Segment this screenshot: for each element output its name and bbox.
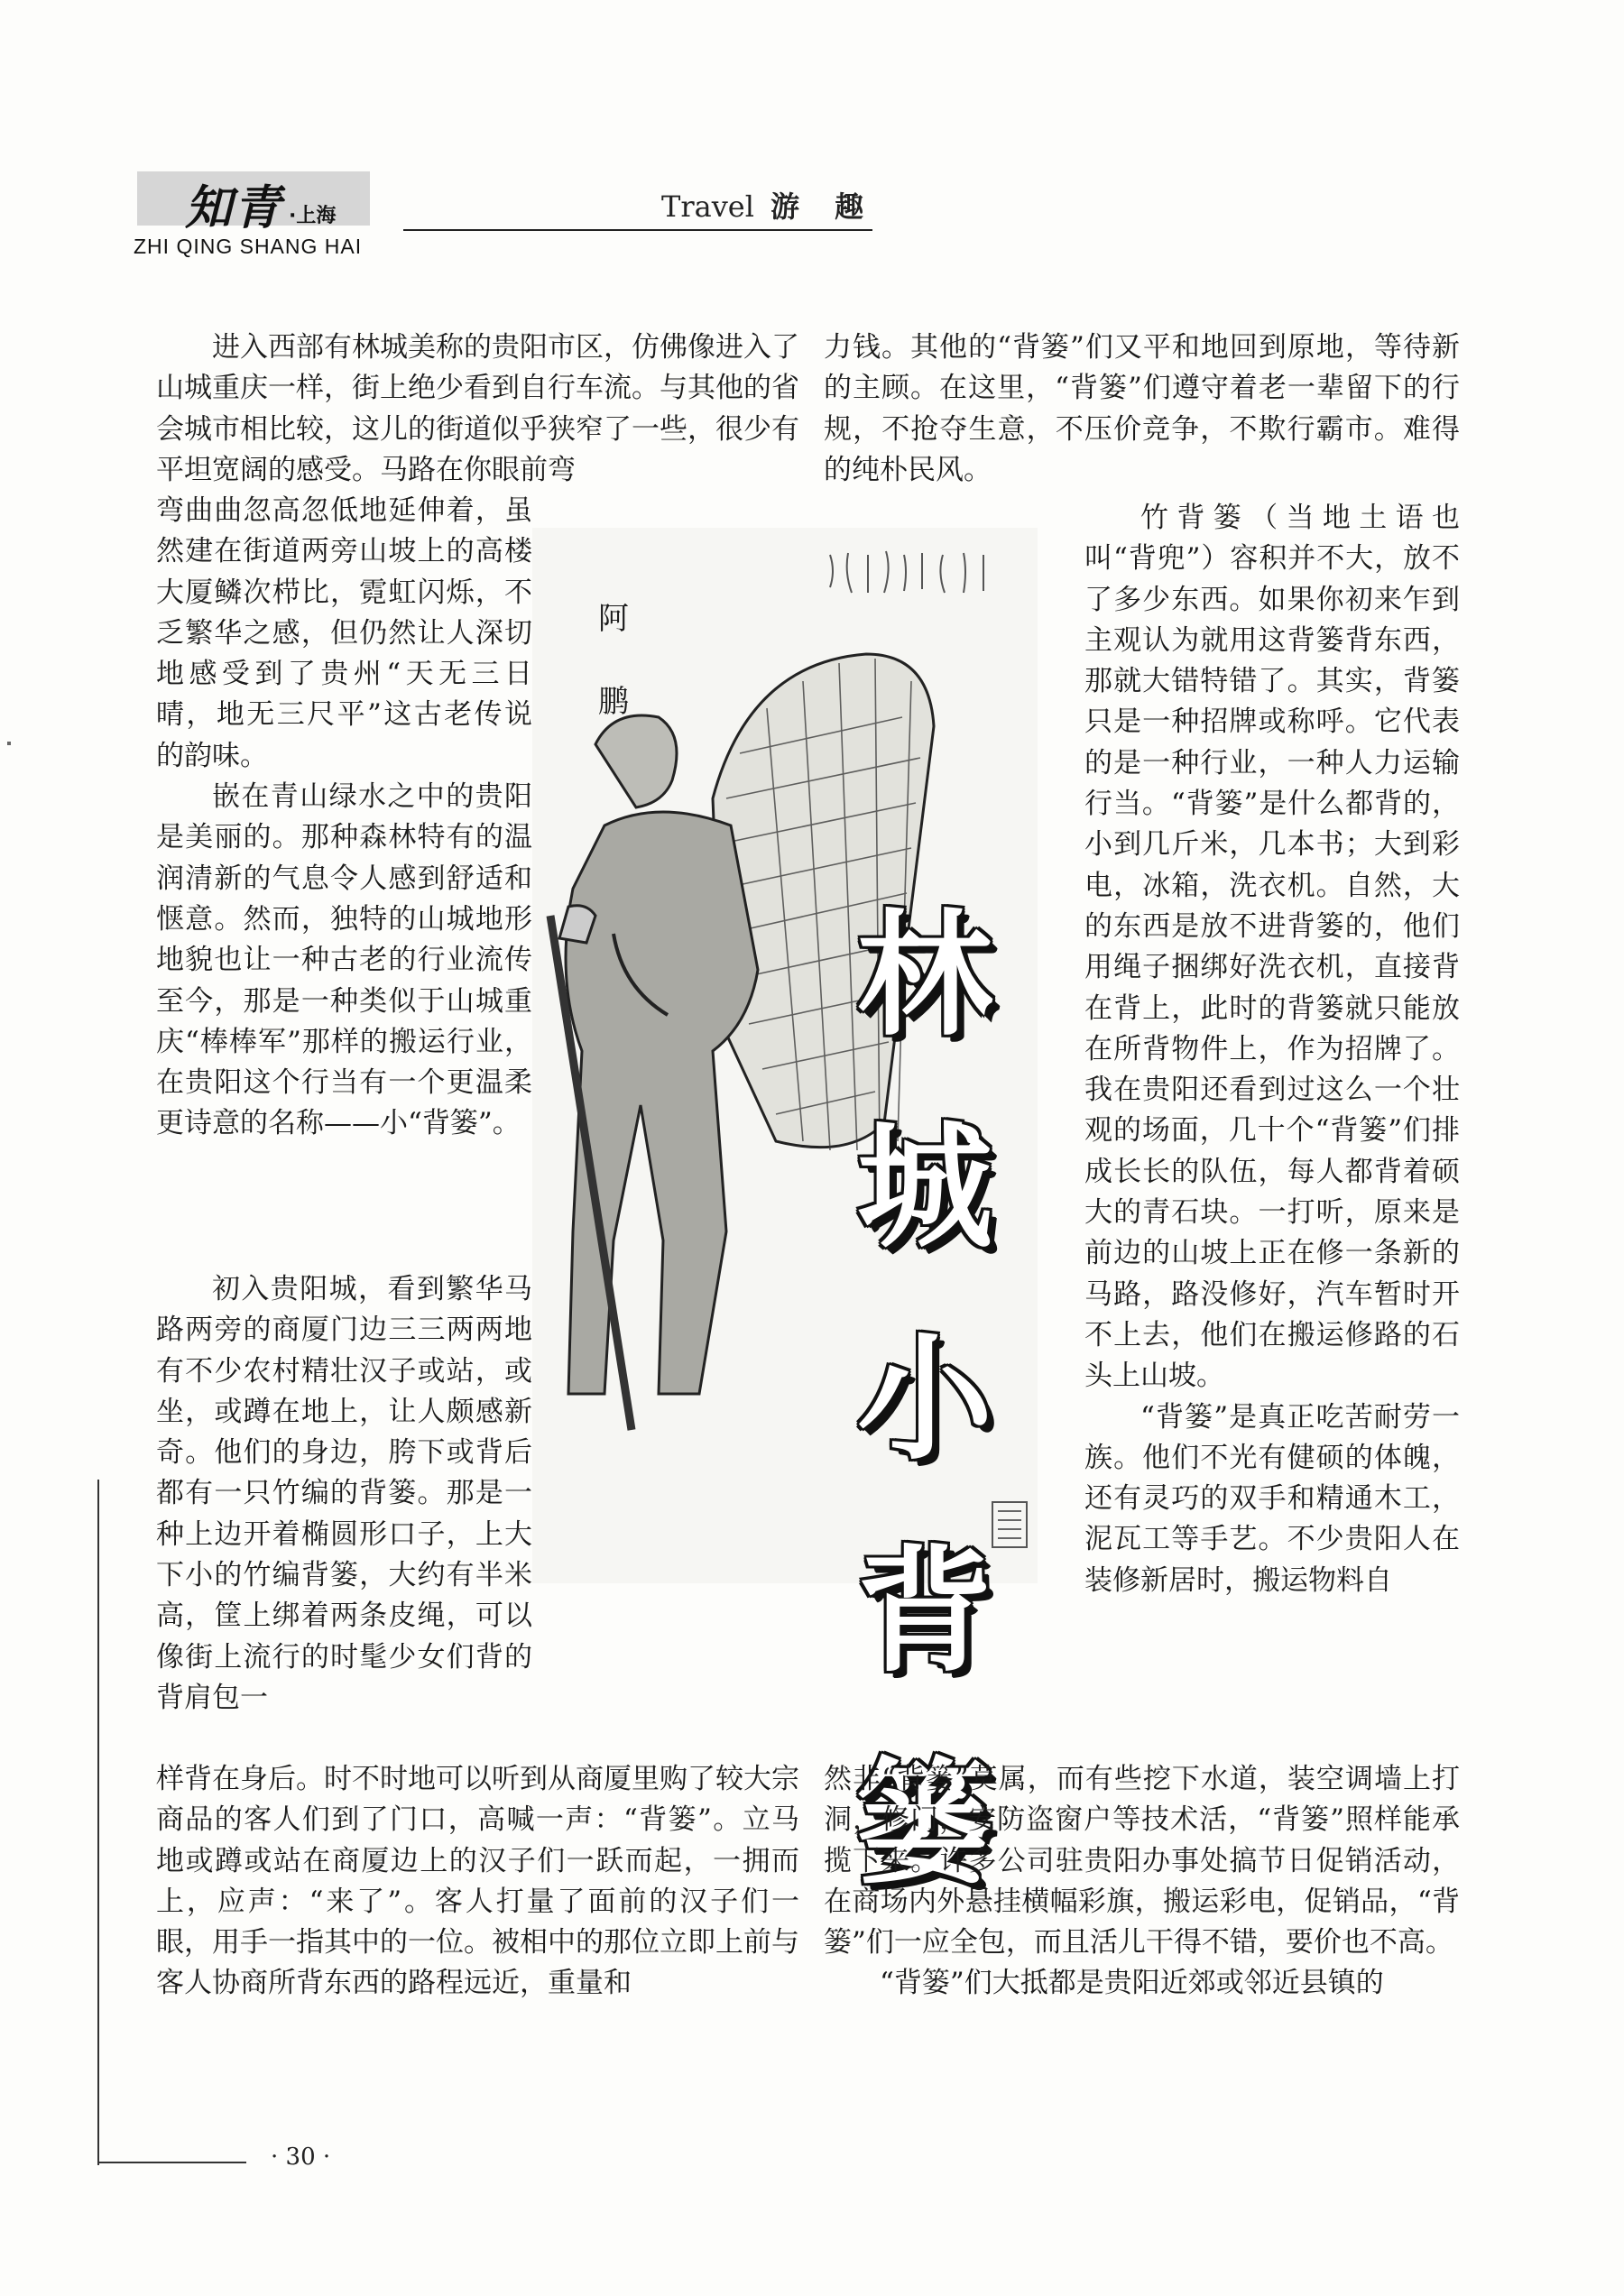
col1-narrow-top: [156, 491, 532, 1145]
title-char: 小: [856, 1322, 992, 1479]
paragraph: 然非“背篓”莫属，而有些挖下水道，装空调墙上打洞，修门，安防盗窗户等技术活，“背篓”照样能承揽下来。许多公司驻贵阳办事处搞节日促销活动，在商场内外悬挂横幅彩旗，搬运彩电，促销品，“背篓”们一应全包，而且活儿干得不错，要价也不高。: [824, 1763, 1460, 1959]
paragraph: 嵌在青山绿水之中的贵阳是美丽的。那种森林特有的温润清新的气息令人感到舒适和惬意。然而，独特的山城地形地貌也让一种古老的行业流传至今，那是一种类似于山城重庆“棒棒军”那样的搬运行业，在贵阳这个行当有一个更温柔更诗意的名称——小“背篓”。: [156, 780, 532, 1140]
magazine-logo-sub: ·上海: [289, 205, 337, 227]
magazine-logo: 知青: [185, 180, 283, 235]
col2-top: [824, 327, 1460, 491]
paragraph: 弯曲曲忽高忽低地延伸着，虽然建在街道两旁山坡上的高楼大厦鳞次栉比，霓虹闪烁，不乏繁华之感，但仍然让人深切地感受到了贵州“天无三日晴，地无三尺平”这古老传说的韵味。: [156, 494, 532, 772]
col2-narrow: [1084, 498, 1460, 1601]
section-label: [661, 184, 876, 226]
paragraph: “背篓”是真正吃苦耐劳一族。他们不光有健硕的体魄，还有灵巧的双手和精通木工，泥瓦工等手艺。不少贵阳人在装修新居时，搬运物料自: [1084, 1400, 1460, 1597]
paragraph: 样背在身后。时不时地可以听到从商厦里购了较大宗商品的客人们到了门口，高喊一声：“背篓”。立马地或蹲或站在商厦边上的汉子们一跃而起，一拥而上，应声：“来了”。客人打量了面前的汉子们一眼，用手一指其中的一位。被相中的那位立即上前与客人协商所背东西的路程远近，重量和: [156, 1763, 799, 2000]
margin-rule: [97, 1480, 99, 2165]
title-char: 城: [856, 1110, 992, 1267]
paragraph: 进入西部有林城美称的贵阳市区，仿佛像进入了山城重庆一样，街上绝少看到自行车流。与其他的省会城市相比较，这儿的街道似乎狭窄了一些，很少有平坦宽阔的感受。马路在你眼前弯: [156, 331, 799, 486]
footer-rule: [97, 2162, 246, 2163]
title-char: 背: [856, 1534, 992, 1691]
section-label-zh: 游 趣: [770, 189, 877, 224]
magazine-pinyin: ZHI QING SHANG HAI: [134, 235, 363, 258]
author-char: 阿: [598, 601, 629, 637]
header-rule: [403, 229, 872, 231]
scan-mark: [7, 742, 11, 745]
section-label-en: Travel: [661, 189, 754, 224]
author-name: [595, 577, 632, 743]
page-number: · 30 ·: [271, 2144, 331, 2171]
title-char: 篓: [856, 1746, 992, 1903]
paragraph: 竹背篓（当地土语也叫“背兜”）容积并不大，放不了多少东西。如果你初来乍到主观认为就用这背篓背东西，那就大错特错了。其实，背篓只是一种招牌或称呼。它代表的是一种行业，一种人力运输行当。“背篓”是什么都背的，小到几斤米，几本书；大到彩电，冰箱，洗衣机。自然，大的东西是放不进背篓的，他们用绳子捆绑好洗衣机，直接背在背上，此时的背篓就只能放在所背物件上，作为招牌了。我在贵阳还看到过这么一个壮观的场面，几十个“背篓”们排成长长的队伍，每人都背着硕大的青石块。一打听，原来是前边的山坡上正在修一条新的马路，路没修好，汽车暂时开不上去，他们在搬运修路的石头上山坡。: [1084, 502, 1460, 1393]
col1-top: [156, 327, 799, 491]
col2-bottom: [824, 1759, 1460, 2005]
col1-narrow-bottom: [156, 1269, 532, 1719]
paragraph: 初入贵阳城，看到繁华马路两旁的商厦门边三三两两地有不少农村精壮汉子或站，或坐，或蹲在地上，让人颇感新奇。他们的身边，胯下或背后都有一只竹编的背篓。那是一种上边开着椭圆形口子，上大下小的竹编背篓，大约有半米高，筐上绑着两条皮绳，可以像街上流行的时髦少女们背的背肩包一: [156, 1273, 532, 1714]
paragraph: 力钱。其他的“背篓”们又平和地回到原地，等待新的主顾。在这里，“背篓”们遵守着老一辈留下的行规，不抢夺生意，不压价竞争，不欺行霸市。难得的纯朴民风。: [824, 331, 1460, 486]
paragraph: “背篓”们大抵都是贵阳近郊或邻近县镇的: [880, 1967, 1384, 2000]
title-char: 林: [856, 898, 992, 1055]
col1-bottom: [156, 1759, 799, 2005]
author-char: 鹏: [598, 684, 629, 720]
